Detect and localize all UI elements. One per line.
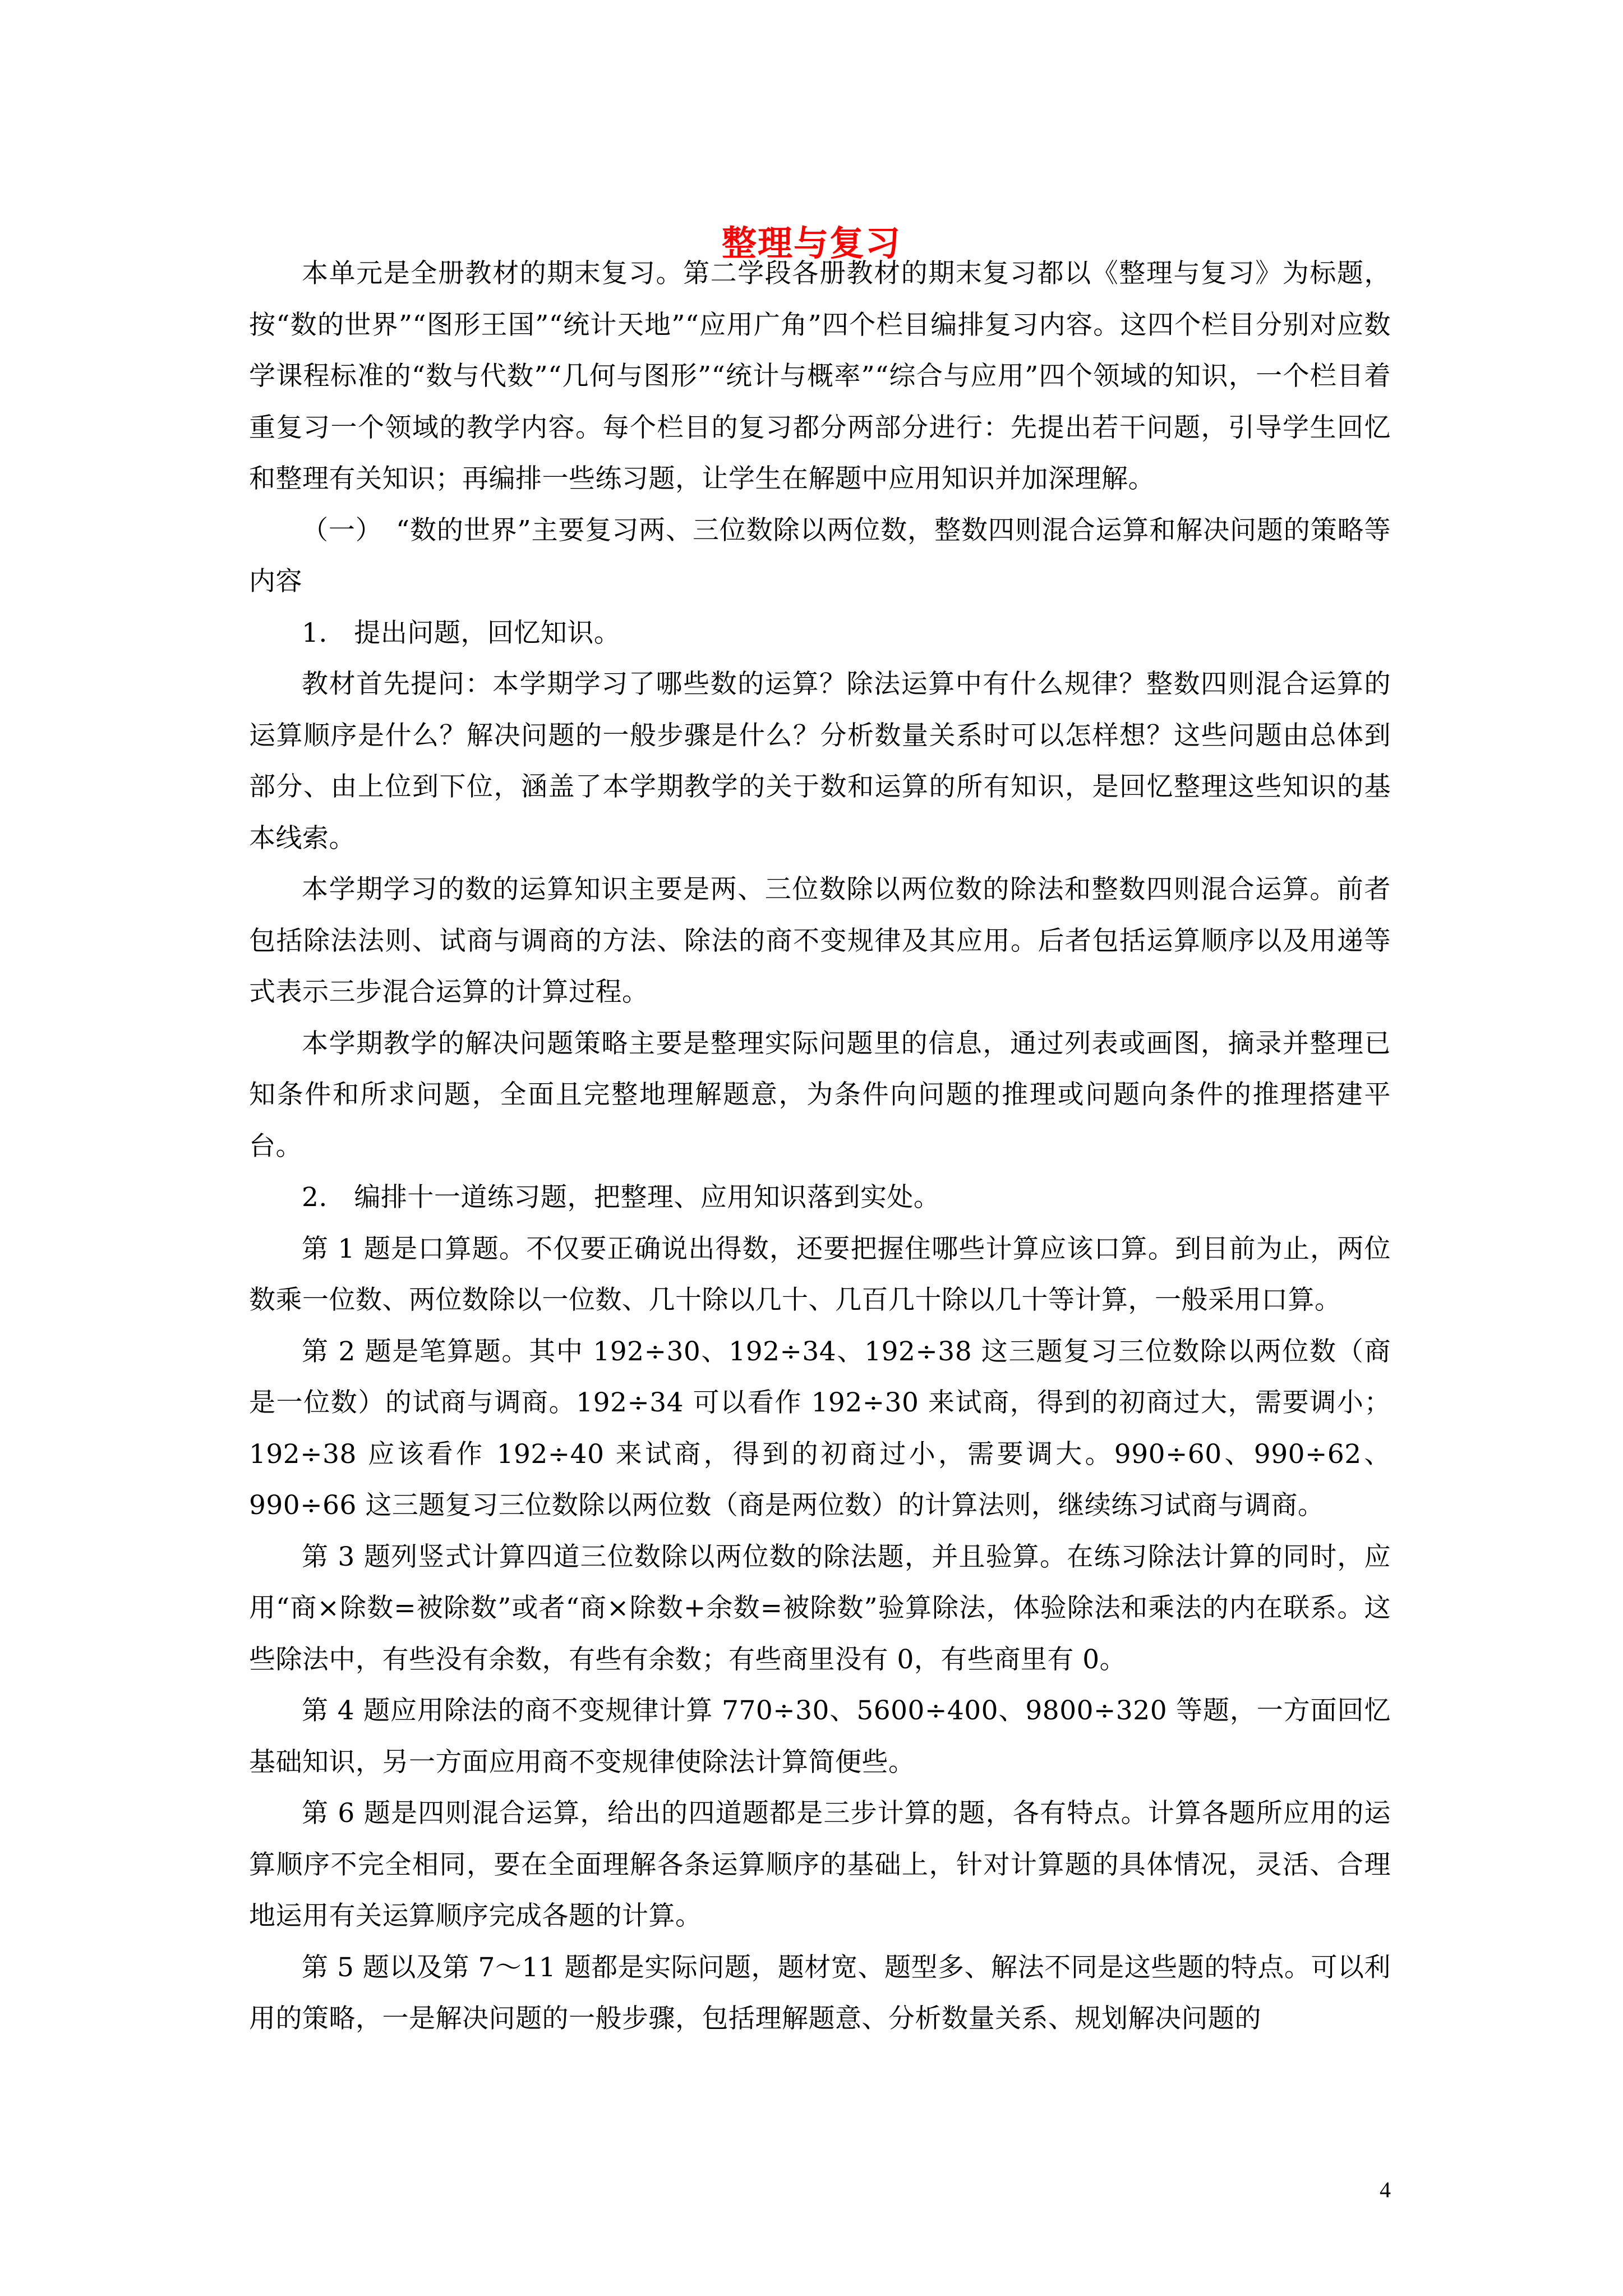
paragraph-strategies: 本学期教学的解决问题策略主要是整理实际问题里的信息，通过列表或画图，摘录并整理已知条件和所求问题，全面且完整地理解题意，为条件向问题的推理或问题向条件的推理搭建平台。 (249, 1028, 1391, 1162)
paragraph-exercise-3: 第 3 题列竖式计算四道三位数除以两位数的除法题，并且验算。在练习除法计算的同时，应用“商×除数=被除数”或者“商×除数+余数=被除数”验算除法，体验除法和乘法的内在联系。这些除法中，有些没有余数，有些有余数；有些商里没有 0，有些商里有 0。 (249, 1541, 1391, 1675)
paragraph-item-2-heading: 2. 编排十一道练习题，把整理、应用知识落到实处。 (302, 1182, 940, 1213)
paragraph-operations: 本学期学习的数的运算知识主要是两、三位数除以两位数的除法和整数四则混合运算。前者包括除法法则、试商与调商的方法、除法的商不变规律及其应用。后者包括运算顺序以及用递等式表示三步混合运算的计算过程。 (249, 874, 1391, 1007)
paragraph-item-1-heading: 1. 提出问题，回忆知识。 (302, 617, 621, 648)
paragraph-exercise-6: 第 6 题是四则混合运算，给出的四道题都是三步计算的题，各有特点。计算各题所应用的运算顺序不完全相同，要在全面理解各条运算顺序的基础上，针对计算题的具体情况，灵活、合理地运用有关运算顺序完成各题的计算。 (249, 1798, 1391, 1931)
paragraph-exercise-4: 第 4 题应用除法的商不变规律计算 770÷30、5600÷400、9800÷320 等题，一方面回忆基础知识，另一方面应用商不变规律使除法计算简便些。 (249, 1695, 1391, 1778)
paragraph-intro: 本单元是全册教材的期末复习。第二学段各册教材的期末复习都以《整理与复习》为标题，按“数的世界”“图形王国”“统计天地”“应用广角”四个栏目编排复习内容。这四个栏目分别对应数学课程标准的“数与代数”“几何与图形”“统计与概率”“综合与应用”四个领域的知识，一个栏目着重复习一个领域的教学内容。每个栏目的复习都分两部分进行：先提出若干问题，引导学生回忆和整理有关知识；再编排一些练习题，让学生在解题中应用知识并加深理解。 (249, 258, 1391, 494)
body-text (249, 248, 1391, 2045)
paragraph-section-one-heading: （一） “数的世界”主要复习两、三位数除以两位数，整数四则混合运算和解决问题的策略等内容 (249, 514, 1391, 597)
page-title: 整理与复习 (721, 222, 901, 264)
paragraph-exercise-5-7-11: 第 5 题以及第 7～11 题都是实际问题，题材宽、题型多、解法不同是这些题的特点。可以利用的策略，一是解决问题的一般步骤，包括理解题意、分析数量关系、规划解决问题的 (249, 1952, 1391, 2034)
page-number: 4 (1380, 2177, 1391, 2202)
paragraph-exercise-1: 第 1 题是口算题。不仅要正确说出得数，还要把握住哪些计算应该口算。到目前为止，两位数乘一位数、两位数除以一位数、几十除以几十、几百几十除以几十等计算，一般采用口算。 (249, 1233, 1391, 1315)
paragraph-exercise-2: 第 2 题是笔算题。其中 192÷30、192÷34、192÷38 这三题复习三位数除以两位数（商是一位数）的试商与调商。192÷34 可以看作 192÷30 来试商，得到的初商过大，需要调小；192÷38 应该看作 192÷40 来试商，得到的初商过小，需要调大。990÷60、990÷62、990÷66 这三题复习三位数除以两位数（商是两位数）的计算法则，继续练习试商与调商。 (249, 1336, 1391, 1521)
paragraph-questions: 教材首先提问：本学期学习了哪些数的运算？除法运算中有什么规律？整数四则混合运算的运算顺序是什么？解决问题的一般步骤是什么？分析数量关系时可以怎样想？这些问题由总体到部分、由上位到下位，涵盖了本学期教学的关于数和运算的所有知识，是回忆整理这些知识的基本线索。 (249, 669, 1391, 854)
